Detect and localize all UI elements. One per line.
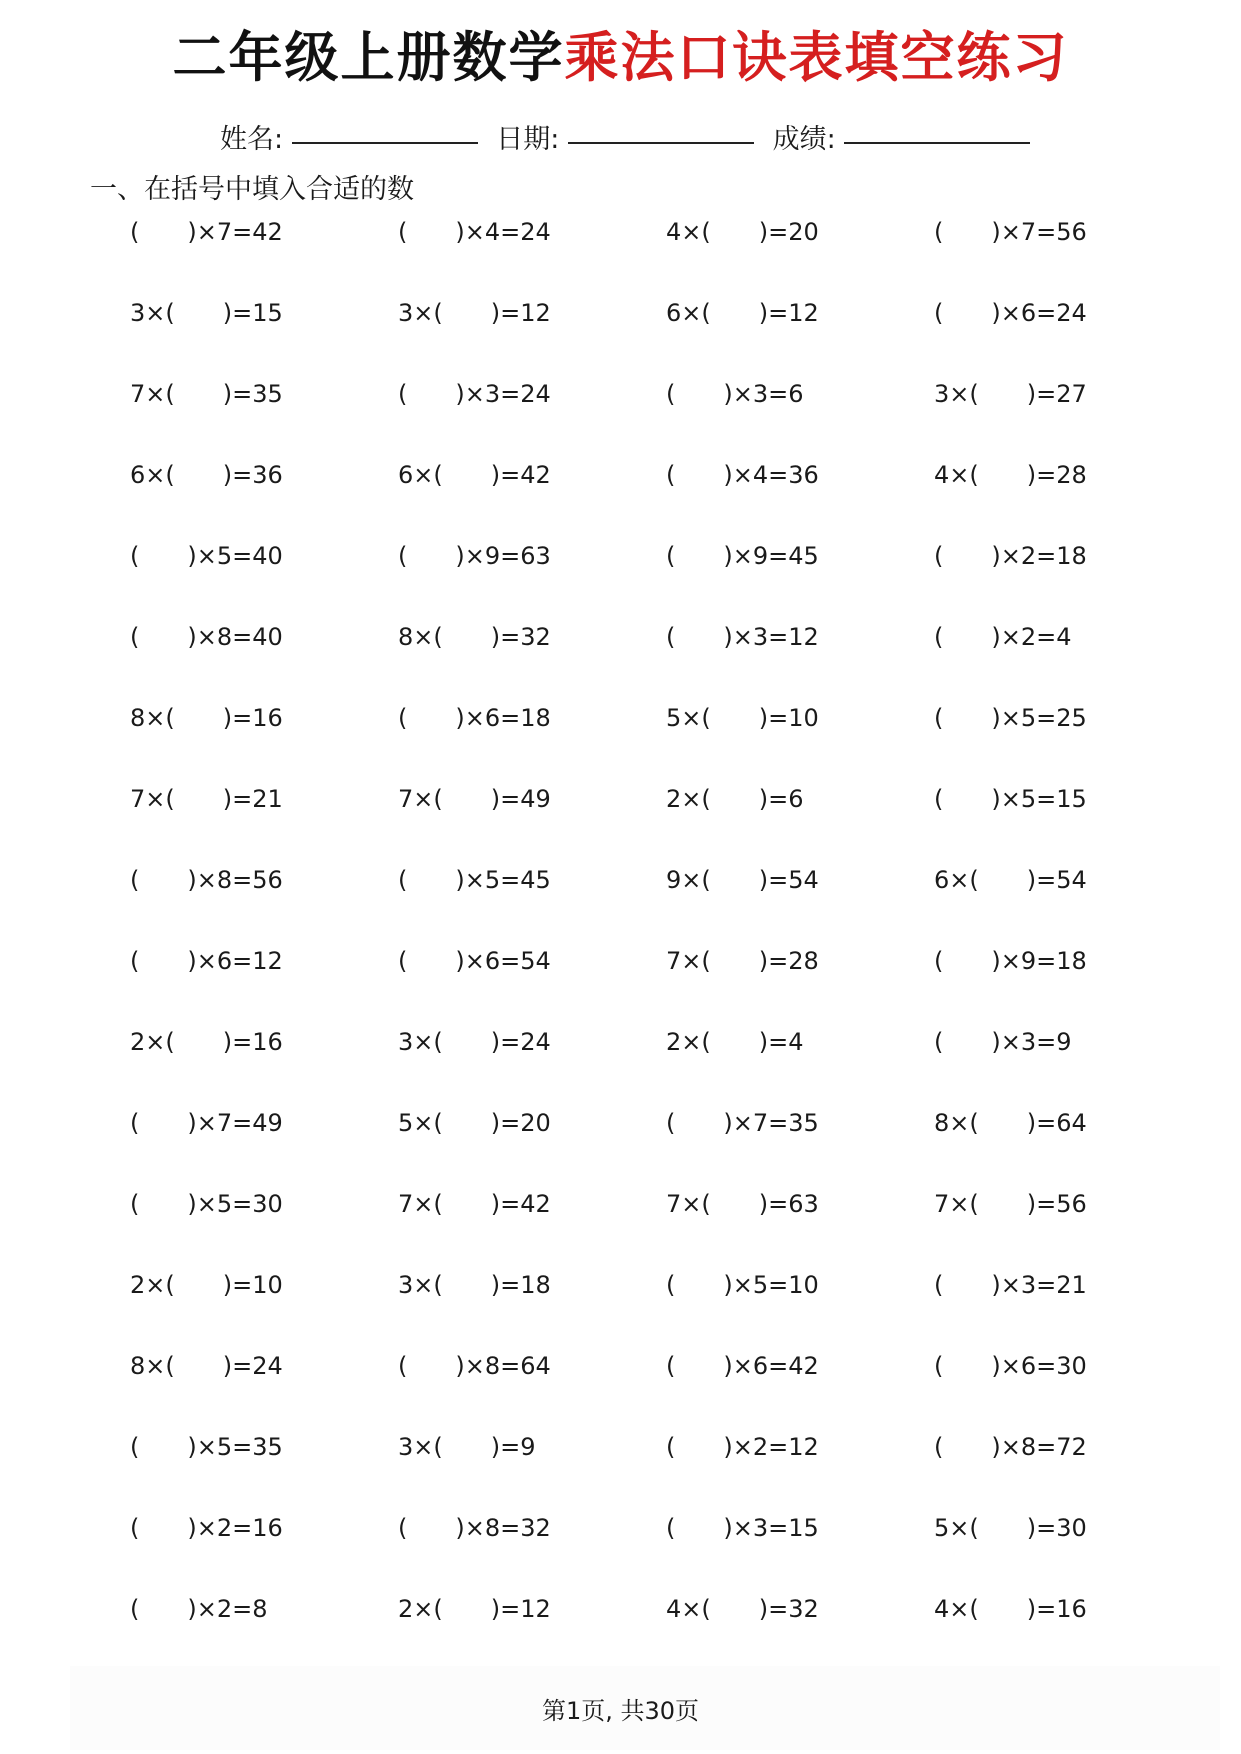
exercise-left-part: ( xyxy=(398,866,408,894)
exercise-left-part: ( xyxy=(398,947,408,975)
exercise-right-part: )×4=36 xyxy=(723,461,819,489)
exercise-left-part: ( xyxy=(666,380,676,408)
exercise-left-part: ( xyxy=(934,947,944,975)
exercise-left-part: 7×( xyxy=(934,1190,979,1218)
exercise-right-part: )=12 xyxy=(758,299,819,327)
exercise-right-part: )=54 xyxy=(758,866,819,894)
title-topic-part: 乘法口诀表填空练习 xyxy=(564,26,1069,89)
exercise-left-part: 6×( xyxy=(130,461,175,489)
exercise-right-part: )×3=9 xyxy=(991,1028,1072,1056)
exercise-left-part: 8×( xyxy=(130,1352,175,1380)
exercise-right-part: )=54 xyxy=(1026,866,1087,894)
exercise-right-part: )×5=25 xyxy=(991,704,1087,732)
exercise-left-part: 2×( xyxy=(398,1595,443,1623)
exercise-right-part: )=42 xyxy=(490,461,551,489)
exercise-left-part: 6×( xyxy=(666,299,711,327)
exercise-right-part: )=21 xyxy=(222,785,283,813)
exercise-right-part: )=30 xyxy=(1026,1514,1087,1542)
exercise-left-part: ( xyxy=(666,1514,676,1542)
exercise-left-part: 5×( xyxy=(666,704,711,732)
exercise-left-part: 3×( xyxy=(398,299,443,327)
exercise-left-part: 2×( xyxy=(130,1028,175,1056)
score-field[interactable] xyxy=(773,120,1041,160)
exercise-left-part: ( xyxy=(130,1190,140,1218)
exercise-right-part: )×2=16 xyxy=(187,1514,283,1542)
exercise-left-part: 7×( xyxy=(398,1190,443,1218)
exercise-left-part: 3×( xyxy=(398,1271,443,1299)
exercise-left-part: ( xyxy=(398,704,408,732)
exercise-right-part: )=10 xyxy=(222,1271,283,1299)
exercise-right-part: )=4 xyxy=(758,1028,804,1056)
exercise-right-part: )×2=8 xyxy=(187,1595,268,1623)
exercise-right-part: )=20 xyxy=(490,1109,551,1137)
exercise-left-part: ( xyxy=(934,785,944,813)
exercise-left-part: ( xyxy=(130,1595,140,1623)
exercise-left-part: 2×( xyxy=(666,1028,711,1056)
exercise-left-part: 7×( xyxy=(130,785,175,813)
exercise-right-part: )=6 xyxy=(758,785,804,813)
exercise-right-part: )×5=30 xyxy=(187,1190,283,1218)
exercise-left-part: ( xyxy=(934,1271,944,1299)
exercise-right-part: )×5=45 xyxy=(455,866,551,894)
exercise-left-part: 4×( xyxy=(666,218,711,246)
exercise-left-part: 3×( xyxy=(398,1028,443,1056)
exercise-right-part: )=12 xyxy=(490,299,551,327)
exercise-left-part: 7×( xyxy=(398,785,443,813)
exercise-right-part: )×7=56 xyxy=(991,218,1087,246)
exercise-left-part: 5×( xyxy=(934,1514,979,1542)
exercise-right-part: )=15 xyxy=(222,299,283,327)
exercise-right-part: )×8=32 xyxy=(455,1514,551,1542)
exercise-left-part: ( xyxy=(666,1109,676,1137)
exercise-right-part: )×3=21 xyxy=(991,1271,1087,1299)
exercise-left-part: ( xyxy=(934,1028,944,1056)
exercise-left-part: ( xyxy=(934,218,944,246)
exercise-left-part: 4×( xyxy=(934,1595,979,1623)
exercise-right-part: )×8=40 xyxy=(187,623,283,651)
exercise-left-part: ( xyxy=(934,1433,944,1461)
exercise-right-part: )×6=18 xyxy=(455,704,551,732)
exercise-left-part: ( xyxy=(130,1109,140,1137)
exercise-left-part: 3×( xyxy=(398,1433,443,1461)
exercise-right-part: )=32 xyxy=(758,1595,819,1623)
exercise-left-part: 6×( xyxy=(398,461,443,489)
exercise-right-part: )×9=45 xyxy=(723,542,819,570)
exercise-right-part: )=63 xyxy=(758,1190,819,1218)
exercise-right-part: )×7=49 xyxy=(187,1109,283,1137)
exercise-right-part: )×5=40 xyxy=(187,542,283,570)
exercise-left-part: 5×( xyxy=(398,1109,443,1137)
date-field[interactable] xyxy=(496,120,764,160)
exercise-right-part: )×4=24 xyxy=(455,218,551,246)
exercise-left-part: ( xyxy=(666,542,676,570)
score-label: 成绩: xyxy=(772,124,836,155)
exercise-left-part: ( xyxy=(934,1352,944,1380)
exercise-right-part: )=36 xyxy=(222,461,283,489)
exercise-left-part: ( xyxy=(934,704,944,732)
name-label: 姓名: xyxy=(220,124,284,155)
exercise-right-part: )=16 xyxy=(222,704,283,732)
exercise-left-part: ( xyxy=(666,461,676,489)
exercise-right-part: )=16 xyxy=(222,1028,283,1056)
student-info-row xyxy=(220,120,1040,160)
exercise-left-part: 8×( xyxy=(398,623,443,651)
exercise-left-part: 2×( xyxy=(130,1271,175,1299)
name-blank-line[interactable] xyxy=(292,142,478,144)
page-title xyxy=(0,18,1241,98)
exercise-left-part: ( xyxy=(398,1514,408,1542)
exercise-left-part: 3×( xyxy=(130,299,175,327)
exercise-right-part: )×3=15 xyxy=(723,1514,819,1542)
exercise-right-part: )×7=42 xyxy=(187,218,283,246)
exercise-left-part: ( xyxy=(130,947,140,975)
exercise-right-part: )=10 xyxy=(758,704,819,732)
exercise-right-part: )×8=72 xyxy=(991,1433,1087,1461)
exercise-left-part: ( xyxy=(398,542,408,570)
exercise-left-part: ( xyxy=(666,1433,676,1461)
date-blank-line[interactable] xyxy=(568,142,754,144)
exercise-left-part: ( xyxy=(666,623,676,651)
exercise-right-part: )=20 xyxy=(758,218,819,246)
exercise-right-part: )×8=64 xyxy=(455,1352,551,1380)
exercise-left-part: 4×( xyxy=(934,461,979,489)
exercise-right-part: )×9=18 xyxy=(991,947,1087,975)
exercise-right-part: )=27 xyxy=(1026,380,1087,408)
exercise-left-part: ( xyxy=(130,866,140,894)
exercise-right-part: )×2=4 xyxy=(991,623,1072,651)
exercise-left-part: ( xyxy=(130,1514,140,1542)
exercise-left-part: 7×( xyxy=(666,947,711,975)
exercise-left-part: ( xyxy=(934,623,944,651)
exercise-right-part: )×6=42 xyxy=(723,1352,819,1380)
exercise-left-part: ( xyxy=(130,1433,140,1461)
exercise-right-part: )×3=24 xyxy=(455,380,551,408)
exercise-right-part: )×5=15 xyxy=(991,785,1087,813)
exercise-right-part: )=35 xyxy=(222,380,283,408)
exercise-left-part: ( xyxy=(666,1271,676,1299)
exercise-right-part: )×6=24 xyxy=(991,299,1087,327)
exercise-right-part: )=64 xyxy=(1026,1109,1087,1137)
exercise-right-part: )×3=12 xyxy=(723,623,819,651)
score-blank-line[interactable] xyxy=(844,142,1030,144)
exercise-right-part: )×2=18 xyxy=(991,542,1087,570)
exercise-right-part: )=49 xyxy=(490,785,551,813)
exercise-right-part: )×9=63 xyxy=(455,542,551,570)
exercise-right-part: )×5=10 xyxy=(723,1271,819,1299)
exercise-left-part: ( xyxy=(130,218,140,246)
exercise-left-part: ( xyxy=(130,542,140,570)
exercise-left-part: 8×( xyxy=(130,704,175,732)
exercise-right-part: )×2=12 xyxy=(723,1433,819,1461)
exercise-left-part: ( xyxy=(934,299,944,327)
exercise-right-part: )=28 xyxy=(758,947,819,975)
exercise-right-part: )×6=54 xyxy=(455,947,551,975)
exercise-right-part: )=16 xyxy=(1026,1595,1087,1623)
date-label: 日期: xyxy=(496,124,560,155)
exercise-left-part: 9×( xyxy=(666,866,711,894)
exercise-left-part: ( xyxy=(934,542,944,570)
exercise-left-part: 7×( xyxy=(130,380,175,408)
exercise-right-part: )×5=35 xyxy=(187,1433,283,1461)
exercise-left-part: ( xyxy=(398,1352,408,1380)
name-field[interactable] xyxy=(220,120,488,160)
exercise-right-part: )=18 xyxy=(490,1271,551,1299)
exercise-left-part: ( xyxy=(666,1352,676,1380)
exercise-left-part: 8×( xyxy=(934,1109,979,1137)
exercise-right-part: )×6=30 xyxy=(991,1352,1087,1380)
exercise-right-part: )=12 xyxy=(490,1595,551,1623)
exercise-right-part: )=9 xyxy=(490,1433,536,1461)
exercise-right-part: )=24 xyxy=(222,1352,283,1380)
title-grade-part: 二年级上册数学 xyxy=(172,26,565,89)
exercise-left-part: ( xyxy=(398,380,408,408)
exercise-right-part: )=32 xyxy=(490,623,551,651)
exercise-right-part: )=42 xyxy=(490,1190,551,1218)
exercise-left-part: ( xyxy=(398,218,408,246)
exercise-left-part: 3×( xyxy=(934,380,979,408)
section-heading: 一、在括号中填入合适的数 xyxy=(90,174,414,205)
exercise-right-part: )=28 xyxy=(1026,461,1087,489)
exercise-left-part: 6×( xyxy=(934,866,979,894)
exercise-right-part: )×7=35 xyxy=(723,1109,819,1137)
exercise-right-part: )×8=56 xyxy=(187,866,283,894)
exercise-left-part: 2×( xyxy=(666,785,711,813)
exercise-left-part: 7×( xyxy=(666,1190,711,1218)
exercise-right-part: )×3=6 xyxy=(723,380,804,408)
exercise-left-part: 4×( xyxy=(666,1595,711,1623)
page-number: 第1页, 共30页 xyxy=(541,1697,700,1725)
exercise-left-part: ( xyxy=(130,623,140,651)
exercise-right-part: )×6=12 xyxy=(187,947,283,975)
exercise-right-part: )=56 xyxy=(1026,1190,1087,1218)
exercise-right-part: )=24 xyxy=(490,1028,551,1056)
